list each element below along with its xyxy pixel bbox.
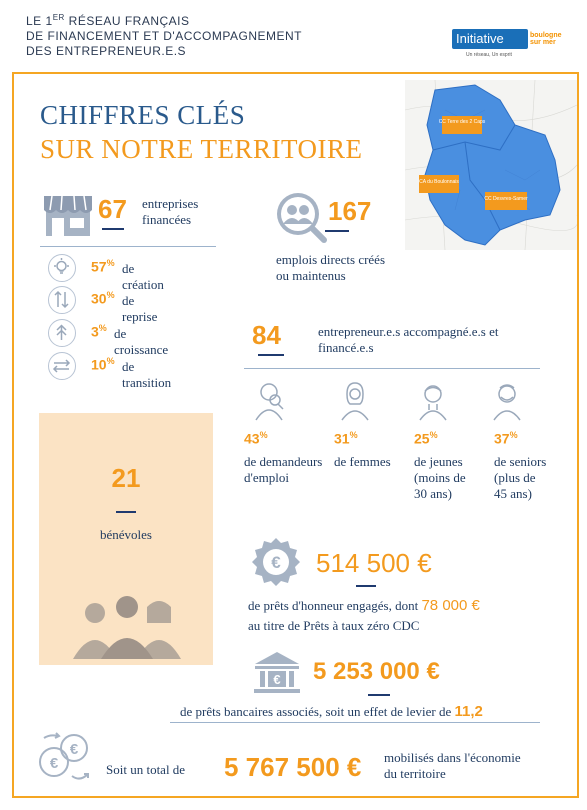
- title-line1: CHIFFRES CLÉS: [40, 100, 246, 130]
- prets-honneur-line2: au titre de Prêts à taux zéro CDC: [248, 618, 420, 633]
- breakdown-value-3: 3%: [91, 323, 107, 340]
- total-value: 5 767 500 €: [224, 752, 362, 782]
- emplois-dash: [325, 230, 349, 232]
- senior-icon: [490, 380, 524, 427]
- total-pre: Soit un total de: [106, 762, 186, 777]
- arrow-up-icon: [48, 319, 76, 347]
- profile-value-2: 31%: [334, 430, 358, 447]
- young-man-icon: [416, 380, 450, 427]
- initiative-logo: Initiative boulogne sur mer Un réseau, Un esprit: [452, 26, 572, 62]
- prets-bancaires-value: 5 253 000 €: [313, 658, 440, 685]
- benevoles-label: bénévoles: [100, 527, 152, 542]
- prets-honneur-dash: [356, 585, 376, 587]
- benevoles-box: [39, 413, 213, 665]
- accompagnes-dash: [258, 354, 284, 356]
- arrows-leftright-icon: [48, 352, 76, 380]
- territory-map: [405, 80, 577, 250]
- header-tagline: LE 1ER RÉSEAU FRANÇAIS DE FINANCEMENT ET D'ACCOMPAGNEMENT DES ENTREPRENEUR.E.S: [26, 13, 302, 58]
- svg-text:€: €: [273, 672, 281, 687]
- total-text: mobilisés dans l'économie du territoire: [384, 750, 521, 781]
- breakdown-label-4: de transition: [122, 359, 172, 390]
- entreprises-label: entreprises financées: [142, 196, 199, 227]
- profile-label-1: de demandeurs d'emploi: [244, 454, 323, 485]
- prets-honneur-value: 514 500 €: [316, 548, 432, 578]
- people-search-icon: [272, 190, 330, 251]
- svg-text:€: €: [49, 755, 59, 772]
- svg-text:€: €: [69, 741, 79, 758]
- euro-exchange-icon: [36, 732, 94, 791]
- volunteers-group-icon: [67, 593, 187, 664]
- profile-label-2: de femmes: [334, 454, 391, 469]
- profile-value-1: 43%: [244, 430, 268, 447]
- lightbulb-icon: [48, 254, 76, 282]
- map-label-3: CC Desvres-Samer: [484, 196, 528, 202]
- divider-bancaires: [170, 722, 540, 723]
- title-line2: SUR NOTRE TERRITOIRE: [40, 134, 363, 164]
- profile-label-4: de seniors (plus de 45 ans): [494, 454, 547, 501]
- divider-entreprises: [40, 246, 216, 247]
- prets-honneur-line1: de prêts d'honneur engagés, dont 78 000 €: [248, 597, 480, 614]
- svg-text:€: €: [271, 553, 281, 572]
- job-seeker-icon: [253, 380, 287, 427]
- bank-icon: [252, 650, 302, 699]
- prets-bancaires-dash: [368, 694, 390, 696]
- breakdown-value-4: 10%: [91, 356, 115, 373]
- breakdown-value-2: 30%: [91, 290, 115, 307]
- profile-value-3: 25%: [414, 430, 438, 447]
- benevoles-value: 21: [111, 463, 141, 493]
- euro-badge-icon: [250, 536, 302, 597]
- profile-value-4: 37%: [494, 430, 518, 447]
- emplois-label: emplois directs créés ou maintenus: [276, 252, 386, 283]
- entreprises-value: 67: [98, 194, 127, 224]
- accompagnes-value: 84: [252, 320, 281, 350]
- entreprises-dash: [102, 228, 124, 230]
- profile-label-3: de jeunes (moins de 30 ans): [414, 454, 466, 501]
- accompagnes-label: entrepreneur.e.s accompagné.e.s et financé.e.s: [318, 324, 499, 355]
- arrows-updown-icon: [48, 286, 76, 314]
- breakdown-value-1: 57%: [91, 258, 115, 275]
- woman-icon: [338, 380, 372, 427]
- prets-bancaires-text: de prêts bancaires associés, soit un effet de levier de 11,2: [180, 703, 483, 720]
- map-label-2: CA du Boulonnais: [419, 179, 459, 185]
- breakdown-label-1: de création: [122, 261, 164, 292]
- emplois-value: 167: [328, 196, 372, 226]
- breakdown-label-2: de reprise: [122, 293, 158, 324]
- benevoles-dash: [116, 511, 136, 513]
- map-label-1: CC Terre des 2 Caps: [438, 119, 486, 125]
- breakdown-label-3: de croissance: [114, 326, 169, 357]
- shop-icon: [42, 192, 94, 243]
- divider-accompagnes: [244, 368, 540, 369]
